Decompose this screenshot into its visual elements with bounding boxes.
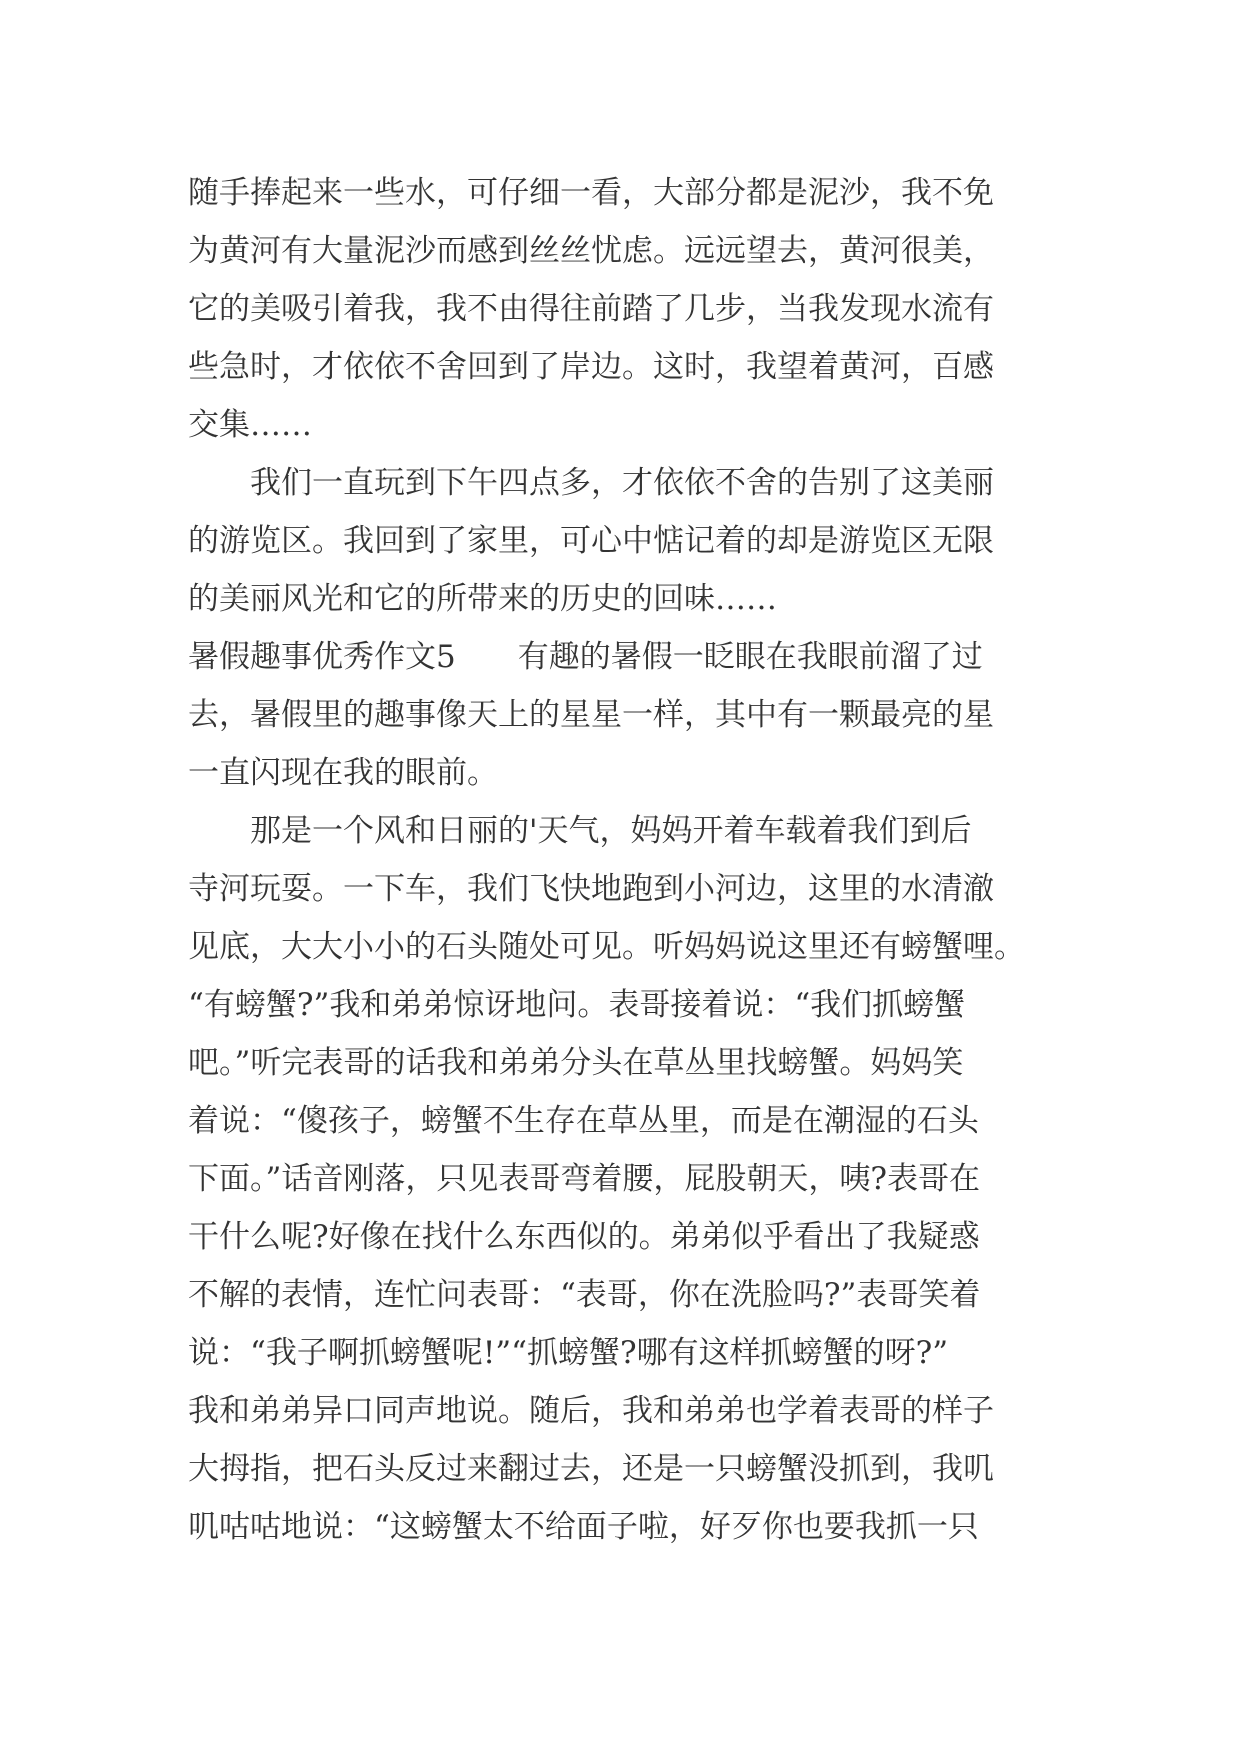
text-line: 说：“我子啊抓螃蟹呢!”“抓螃蟹?哪有这样抓螃蟹的呀?” xyxy=(188,1335,949,1371)
text-line: 些急时，才依依不舍回到了岸边。这时，我望着黄河，百感 xyxy=(188,349,994,385)
text-line: 寺河玩耍。一下车，我们飞快地跑到小河边，这里的水清澈 xyxy=(188,871,994,907)
text-line: 为黄河有大量泥沙而感到丝丝忧虑。远远望去，黄河很美， xyxy=(188,233,994,269)
text-line: 那是一个风和日丽的'天气，妈妈开着车载着我们到后 xyxy=(188,813,972,849)
text-line: 交集…… xyxy=(188,407,312,443)
text-line: 它的美吸引着我，我不由得往前踏了几步，当我发现水流有 xyxy=(188,291,994,327)
text-line: 大拇指，把石头反过来翻过去，还是一只螃蟹没抓到，我叽 xyxy=(188,1451,994,1487)
text-line: 暑假趣事优秀作文5 有趣的暑假一眨眼在我眼前溜了过 xyxy=(188,639,983,675)
text-line: 随手捧起来一些水，可仔细一看，大部分都是泥沙，我不免 xyxy=(188,175,994,211)
text-line: 着说：“傻孩子，螃蟹不生存在草丛里，而是在潮湿的石头 xyxy=(188,1103,979,1139)
text-line: 叽咕咕地说：“这螃蟹太不给面子啦，好歹你也要我抓一只 xyxy=(188,1509,979,1545)
text-line: 干什么呢?好像在找什么东西似的。弟弟似乎看出了我疑惑 xyxy=(188,1219,980,1255)
essay-text xyxy=(188,164,1058,1556)
text-line: “有螃蟹?”我和弟弟惊讶地问。表哥接着说：“我们抓螃蟹 xyxy=(188,987,966,1023)
text-line: 下面。”话音刚落，只见表哥弯着腰，屁股朝天，咦?表哥在 xyxy=(188,1161,980,1197)
text-line: 去，暑假里的趣事像天上的星星一样，其中有一颗最亮的星 xyxy=(188,697,994,733)
text-line: 我们一直玩到下午四点多，才依依不舍的告别了这美丽 xyxy=(188,465,994,501)
text-line: 吧。”听完表哥的话我和弟弟分头在草丛里找螃蟹。妈妈笑 xyxy=(188,1045,964,1081)
text-line: 一直闪现在我的眼前。 xyxy=(188,755,498,791)
text-line: 的美丽风光和它的所带来的历史的回味…… xyxy=(188,581,777,617)
text-line: 的游览区。我回到了家里，可心中惦记着的却是游览区无限 xyxy=(188,523,994,559)
text-line: 我和弟弟异口同声地说。随后，我和弟弟也学着表哥的样子 xyxy=(188,1393,994,1429)
text-line: 见底，大大小小的石头随处可见。听妈妈说这里还有螃蟹哩。 xyxy=(188,929,1025,965)
text-line: 不解的表情，连忙问表哥：“表哥，你在洗脸吗?”表哥笑着 xyxy=(188,1277,981,1313)
